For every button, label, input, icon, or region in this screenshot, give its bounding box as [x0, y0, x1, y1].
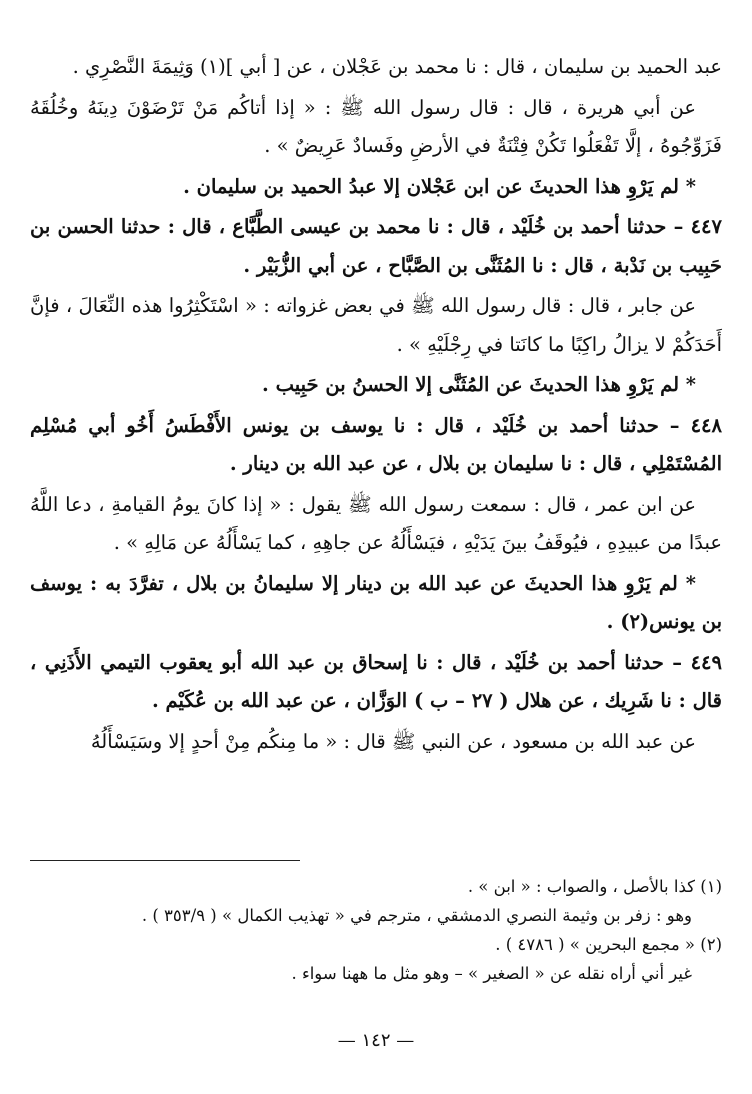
paragraph-hadith-ibn-umar: عن ابن عمر ، قال : سمعت رسول الله ﷺ يقول : « إذا كانَ يومُ القيامةِ ، دعا اللَّهُ عبدًا من عبيدِهِ ، فيُوقَفُ بينَ يَدَيْهِ ، فيَسْأَلُهُ عن جاهِهِ ، كما يَسْأَلُهُ عن مَالِهِ » .: [30, 492, 722, 554]
paragraph-isnad-continuation: عبد الحميد بن سليمان ، قال : نا محمد بن عَجْلان ، عن [ أبي ](١) وَثِيمَةَ النَّصْرِي .: [72, 55, 722, 78]
paragraph-hadith-jabir: عن جابر ، قال : قال رسول الله ﷺ في بعض غزواته : « اسْتَكْثِرُوا هذه النِّعَالَ ، فإنَّ أَحَدَكُمْ لا يزالُ راكِبًا ما كانَتا في رِجْلَيْهِ » .: [30, 294, 722, 356]
paragraph-hadith-449-isnad: ٤٤٩ – حدثنا أحمد بن خُلَيْد ، قال : نا إسحاق بن عبد الله أبو يعقوب التيمي الأَذَنِي ، قال : نا شَرِيك ، عن هلال ( ٢٧ – ب ) الوَزَّان ، عن عبد الله بن عُكَيْم .: [30, 650, 722, 712]
paragraph-note-sulayman: * لم يَرْوِ هذا الحديثَ عن عبد الله بن دينار إلا سليمانُ بن بلال ، تفرَّدَ به : يوسف بن يونس(٢) .: [30, 571, 722, 633]
paragraph-hadith-448-isnad: ٤٤٨ – حدثنا أحمد بن خُلَيْد ، قال : نا يوسف بن يونس الأَفْطَسُ أَخُو أبي مُسْلِم المُسْتَمْلِي ، قال : نا سليمان بن بلال ، عن عبد الله بن دينار .: [30, 413, 722, 475]
footnote-2: (٢) « مجمع البحرين » ( ٤٧٨٦ ) .: [495, 935, 722, 954]
page-number: — ١٤٢ —: [337, 1030, 415, 1051]
paragraph-hadith-447-isnad: ٤٤٧ – حدثنا أحمد بن خُلَيْد ، قال : نا محمد بن عيسى الطَّبَّاع ، قال : حدثنا الحسن بن حَبِيب بن نَدْبة ، قال : نا المُثَنَّى بن الصَّبَّاح ، عن أبي الزُّبَيْر .: [30, 215, 722, 277]
footnote-2-detail: غير أني أراه نقله عن « الصغير » – وهو مثل ما ههنا سواء .: [291, 964, 692, 983]
footnote-1: (١) كذا بالأصل ، والصواب : « ابن » .: [467, 877, 722, 896]
footnote-1-detail: وهو : زفر بن وثيمة النصري الدمشقي ، مترجم في « تهذيب الكمال » ( ٣٥٣/٩ ) .: [141, 906, 692, 925]
paragraph-hadith-ibn-masud: عن عبد الله بن مسعود ، عن النبي ﷺ قال : « ما مِنكُم مِنْ أحدٍ إلا وسَيَسْأَلُهُ: [90, 729, 696, 753]
paragraph-note-muthanna: * لم يَرْوِ هذا الحديثَ عن المُثَنَّى إلا الحسنُ بن حَبِيب .: [262, 373, 696, 396]
paragraph-note-ibn-ajlan: * لم يَرْوِ هذا الحديثَ عن ابن عَجْلان إلا عبدُ الحميد بن سليمان .: [183, 174, 696, 198]
footnote-divider: [30, 860, 300, 861]
paragraph-hadith-abu-hurayra: عن أبي هريرة ، قال : قال رسول الله ﷺ : « إذا أتاكُم مَنْ تَرْضَوْنَ دِينَهُ وخُلُقَهُ فَزَوِّجُوهُ ، إلَّا تَفْعَلُوا تَكُنْ فِتْنَةٌ في الأرضِ وفَسادٌ عَرِيضٌ » .: [30, 95, 722, 157]
footnotes: [30, 872, 722, 988]
